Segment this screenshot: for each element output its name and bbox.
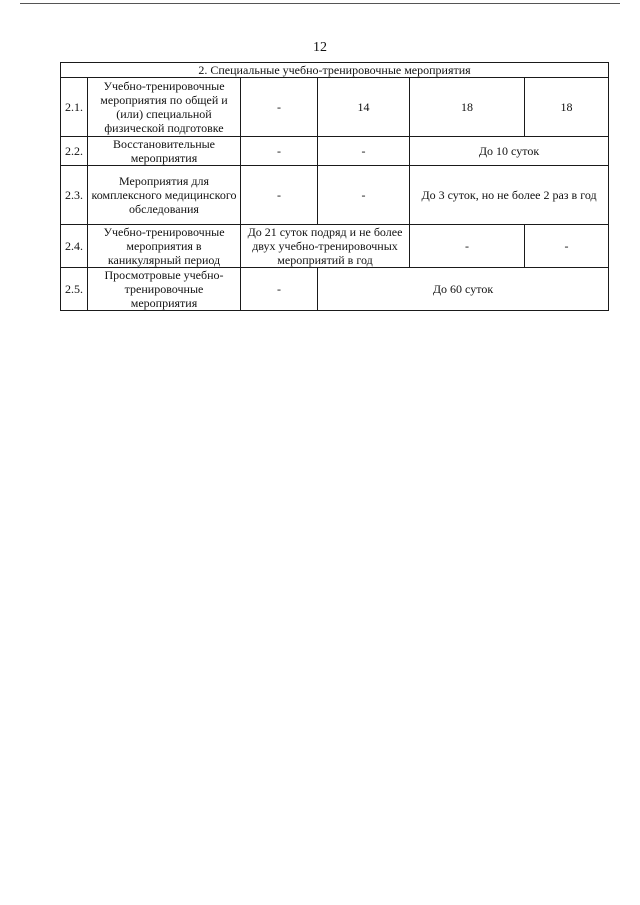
- row-number: 2.4.: [61, 225, 88, 268]
- activity-name: Просмотровые учебно-тренировочные мероприятия: [88, 268, 241, 311]
- row-number: 2.2.: [61, 137, 88, 166]
- top-rule: [20, 3, 620, 4]
- row-number: 2.3.: [61, 166, 88, 225]
- table-cell-merged: До 60 суток: [318, 268, 609, 311]
- table-cell: -: [318, 137, 410, 166]
- table-cell: -: [410, 225, 525, 268]
- table-row: [61, 225, 609, 268]
- table-row: [61, 166, 609, 225]
- section-title: 2. Специальные учебно-тренировочные мероприятия: [61, 63, 609, 78]
- table-row: [61, 268, 609, 311]
- table-cell-merged: До 10 суток: [410, 137, 609, 166]
- table-cell: -: [241, 78, 318, 137]
- table-cell: 14: [318, 78, 410, 137]
- table-cell: -: [241, 137, 318, 166]
- table-cell-merged: До 21 суток подряд и не более двух учебно-тренировочных мероприятий в год: [241, 225, 410, 268]
- section-header-row: [61, 63, 609, 78]
- table-cell: -: [525, 225, 609, 268]
- table-cell: -: [241, 166, 318, 225]
- table-cell-merged: До 3 суток, но не более 2 раз в год: [410, 166, 609, 225]
- table-cell: 18: [410, 78, 525, 137]
- activity-name: Мероприятия для комплексного медицинского обследования: [88, 166, 241, 225]
- row-number: 2.1.: [61, 78, 88, 137]
- table-row: [61, 137, 609, 166]
- training-activities-table: [60, 62, 609, 311]
- table-cell: 18: [525, 78, 609, 137]
- activity-name: Учебно-тренировочные мероприятия в каникулярный период: [88, 225, 241, 268]
- table-row: [61, 78, 609, 137]
- table-cell: -: [241, 268, 318, 311]
- row-number: 2.5.: [61, 268, 88, 311]
- activity-name: Восстановительные мероприятия: [88, 137, 241, 166]
- table-cell: -: [318, 166, 410, 225]
- activity-name: Учебно-тренировочные мероприятия по общей и (или) специальной физической подготовке: [88, 78, 241, 137]
- page-number: 12: [313, 40, 327, 55]
